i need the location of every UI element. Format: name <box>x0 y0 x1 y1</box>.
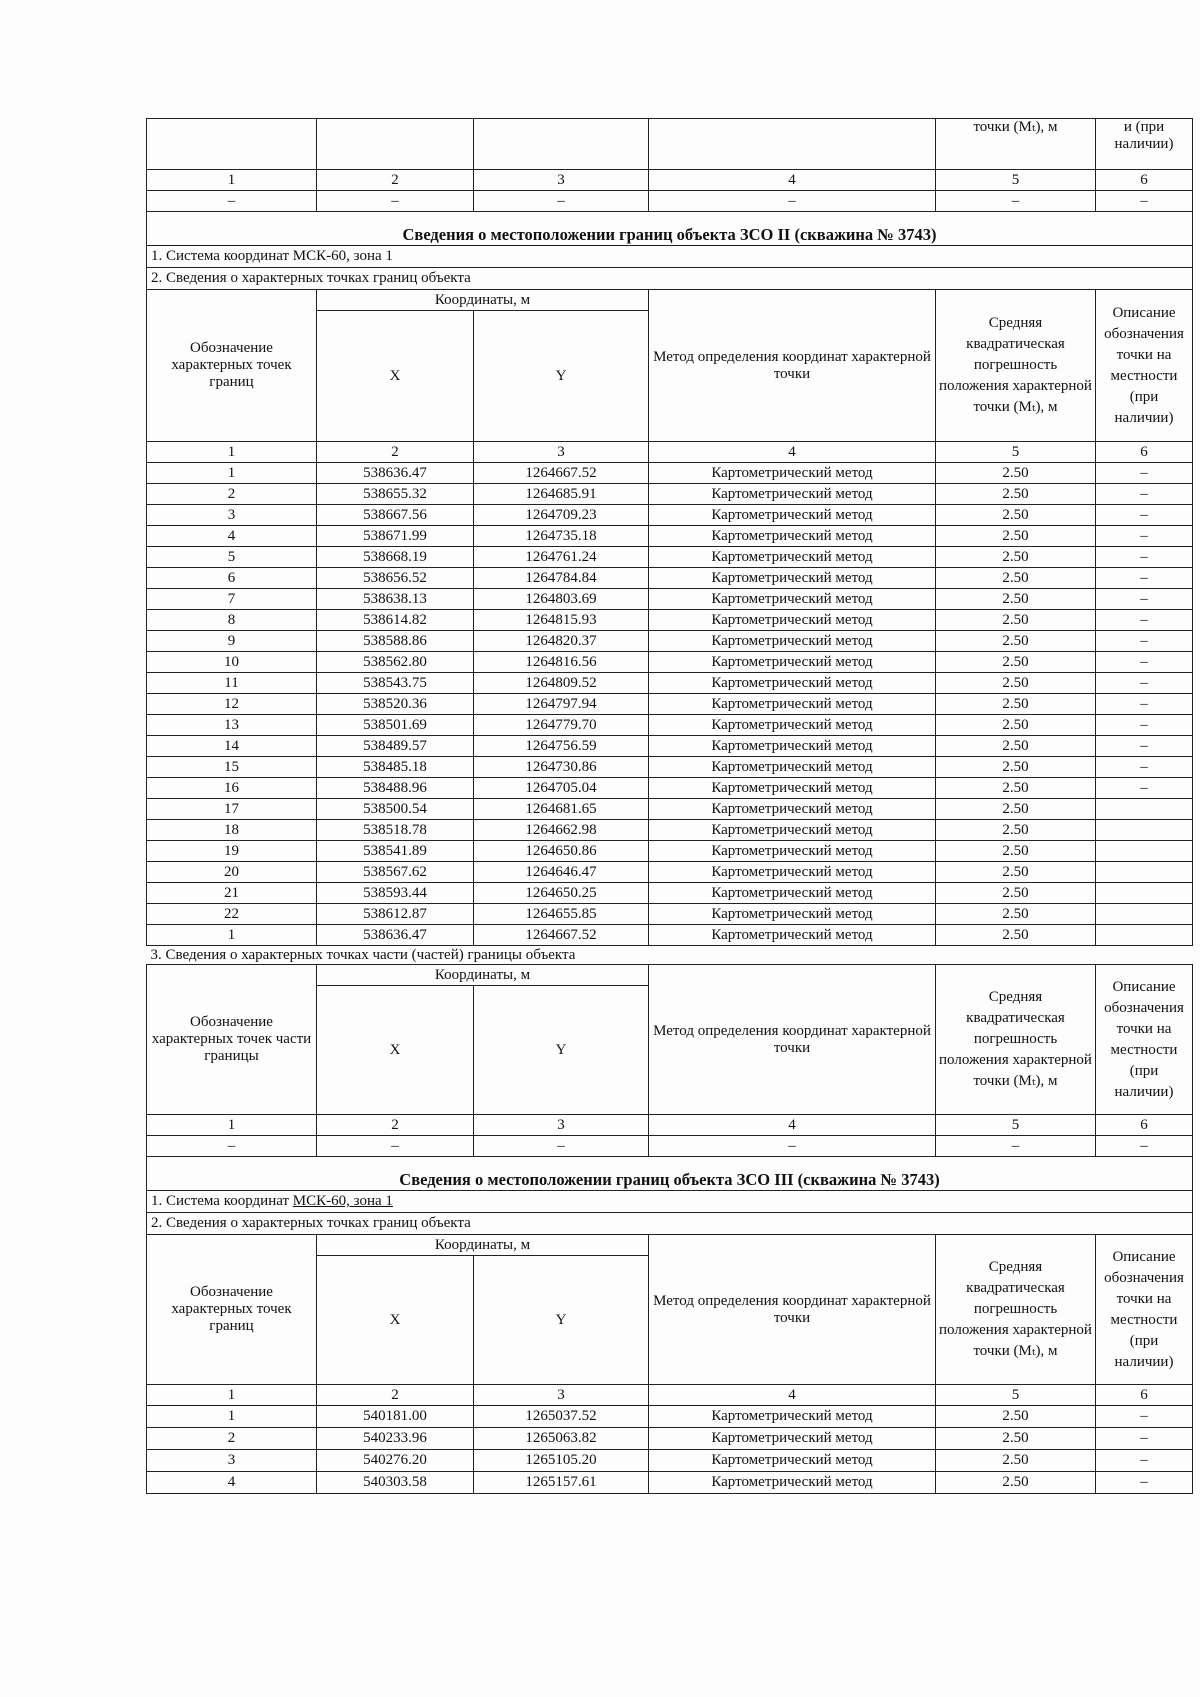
description-cell: – <box>1096 736 1193 757</box>
method-cell: Картометрический метод <box>649 841 936 862</box>
y-cell: 1264784.84 <box>474 568 649 589</box>
zso2-point-rows <box>147 463 1193 946</box>
y-cell: 1265105.20 <box>474 1450 649 1472</box>
column-number-row: 1 2 3 4 5 6 <box>147 442 1193 463</box>
x-cell: 538667.56 <box>317 505 474 526</box>
method-cell: Картометрический метод <box>649 1428 936 1450</box>
y-cell: 1264705.04 <box>474 778 649 799</box>
method-cell: Картометрический метод <box>649 526 936 547</box>
error-cell: 2.50 <box>936 1428 1096 1450</box>
y-cell: 1264650.86 <box>474 841 649 862</box>
table-row <box>147 715 1193 736</box>
point-number-cell: 3 <box>147 505 317 526</box>
description-cell: – <box>1096 694 1193 715</box>
description-cell: – <box>1096 673 1193 694</box>
points-caption: 2. Сведения о характерных точках границ объекта <box>147 268 1193 290</box>
error-cell: 2.50 <box>936 568 1096 589</box>
error-cell: 2.50 <box>936 778 1096 799</box>
parts-header-x: X <box>317 986 474 1115</box>
point-number-cell: 6 <box>147 568 317 589</box>
section-title-row <box>147 212 1193 246</box>
table-row <box>147 1450 1193 1472</box>
x-cell: 538562.80 <box>317 652 474 673</box>
table-row <box>147 862 1193 883</box>
column-number-row: 1 2 3 4 5 6 <box>147 170 1193 191</box>
point-number-cell: 20 <box>147 862 317 883</box>
error-cell: 2.50 <box>936 799 1096 820</box>
table-row <box>147 463 1193 484</box>
description-cell: – <box>1096 652 1193 673</box>
y-cell: 1264685.91 <box>474 484 649 505</box>
error-cell: 2.50 <box>936 610 1096 631</box>
method-cell: Картометрический метод <box>649 757 936 778</box>
point-number-cell: 2 <box>147 1428 317 1450</box>
y-cell: 1264803.69 <box>474 589 649 610</box>
description-cell: – <box>1096 547 1193 568</box>
method-cell: Картометрический метод <box>649 673 936 694</box>
error-cell: 2.50 <box>936 463 1096 484</box>
table-row <box>147 736 1193 757</box>
parts-header-method: Метод определения координат характерной точки <box>649 965 936 1115</box>
method-cell: Картометрический метод <box>649 715 936 736</box>
table-row <box>147 841 1193 862</box>
error-cell: 2.50 <box>936 925 1096 946</box>
x-cell: 538614.82 <box>317 610 474 631</box>
error-cell: 2.50 <box>936 652 1096 673</box>
description-cell: – <box>1096 610 1193 631</box>
table-row <box>147 1472 1193 1494</box>
description-cell: – <box>1096 526 1193 547</box>
header-description: Описание обозначения точки на местности (при наличии) <box>1096 1235 1193 1385</box>
y-cell: 1264735.18 <box>474 526 649 547</box>
point-number-cell: 11 <box>147 673 317 694</box>
header-coordinates: Координаты, м <box>317 1235 649 1256</box>
x-cell: 538656.52 <box>317 568 474 589</box>
description-cell: – <box>1096 589 1193 610</box>
point-number-cell: 22 <box>147 904 317 925</box>
method-cell: Картометрический метод <box>649 1450 936 1472</box>
table-row <box>147 568 1193 589</box>
header-method: Метод определения координат характерной точки <box>649 290 936 442</box>
description-cell: – <box>1096 568 1193 589</box>
error-cell: 2.50 <box>936 820 1096 841</box>
coordinates-sheet <box>146 118 1192 1494</box>
method-cell: Картометрический метод <box>649 1406 936 1428</box>
x-cell: 538612.87 <box>317 904 474 925</box>
header-error: Средняя квадратическая погрешность положения характерной точки (Mₜ), м <box>936 290 1096 442</box>
description-cell <box>1096 841 1193 862</box>
description-cell: – <box>1096 631 1193 652</box>
section-title-zso2: Сведения о местоположении границ объекта ЗСО II (скважина № 3743) <box>147 212 1193 246</box>
coordinate-system-line: 1. Система координат МСК-60, зона 1 <box>147 1191 1193 1213</box>
y-cell: 1264650.25 <box>474 883 649 904</box>
x-cell: 538588.86 <box>317 631 474 652</box>
point-number-cell: 17 <box>147 799 317 820</box>
point-number-cell: 16 <box>147 778 317 799</box>
error-cell: 2.50 <box>936 484 1096 505</box>
x-cell: 538655.32 <box>317 484 474 505</box>
error-cell: 2.50 <box>936 673 1096 694</box>
error-cell: 2.50 <box>936 505 1096 526</box>
point-number-cell: 7 <box>147 589 317 610</box>
header-designation: Обозначение характерных точек границ <box>147 290 317 442</box>
table-row <box>147 1428 1193 1450</box>
error-cell: 2.50 <box>936 883 1096 904</box>
error-cell: 2.50 <box>936 1450 1096 1472</box>
method-cell: Картометрический метод <box>649 505 936 526</box>
description-cell: – <box>1096 1450 1193 1472</box>
method-cell: Картометрический метод <box>649 820 936 841</box>
description-cell <box>1096 862 1193 883</box>
table-row <box>147 778 1193 799</box>
method-cell: Картометрический метод <box>649 568 936 589</box>
description-cell: – <box>1096 1406 1193 1428</box>
point-number-cell: 3 <box>147 1450 317 1472</box>
table-row <box>147 883 1193 904</box>
description-cell: – <box>1096 778 1193 799</box>
section-title-zso3: Сведения о местоположении границ объекта ЗСО III (скважина № 3743) <box>147 1157 1193 1191</box>
y-cell: 1264730.86 <box>474 757 649 778</box>
description-cell: – <box>1096 505 1193 526</box>
point-number-cell: 1 <box>147 925 317 946</box>
x-cell: 538541.89 <box>317 841 474 862</box>
point-number-cell: 14 <box>147 736 317 757</box>
point-number-cell: 2 <box>147 484 317 505</box>
error-cell: 2.50 <box>936 631 1096 652</box>
method-cell: Картометрический метод <box>649 652 936 673</box>
y-cell: 1264761.24 <box>474 547 649 568</box>
parts-header-y: Y <box>474 986 649 1115</box>
description-cell <box>1096 820 1193 841</box>
method-cell: Картометрический метод <box>649 925 936 946</box>
parts-header-error: Средняя квадратическая погрешность положения характерной точки (Mₜ), м <box>936 965 1096 1115</box>
parts-caption: 3. Сведения о характерных точках части (частей) границы объекта <box>147 946 1193 965</box>
x-cell: 538518.78 <box>317 820 474 841</box>
method-cell: Картометрический метод <box>649 799 936 820</box>
description-cell: – <box>1096 757 1193 778</box>
points-caption: 2. Сведения о характерных точках границ объекта <box>147 1213 1193 1235</box>
description-cell <box>1096 883 1193 904</box>
boundary-table <box>146 118 1193 1494</box>
x-cell: 538488.96 <box>317 778 474 799</box>
header-description: Описание обозначения точки на местности (при наличии) <box>1096 290 1193 442</box>
point-number-cell: 19 <box>147 841 317 862</box>
point-number-cell: 13 <box>147 715 317 736</box>
error-cell: 2.50 <box>936 862 1096 883</box>
error-cell: 2.50 <box>936 694 1096 715</box>
error-cell: 2.50 <box>936 547 1096 568</box>
description-cell: – <box>1096 715 1193 736</box>
table-row <box>147 820 1193 841</box>
error-cell: 2.50 <box>936 1472 1096 1494</box>
table-row <box>147 673 1193 694</box>
header-method: Метод определения координат характерной точки <box>649 1235 936 1385</box>
method-cell: Картометрический метод <box>649 484 936 505</box>
y-cell: 1265063.82 <box>474 1428 649 1450</box>
table-row <box>147 652 1193 673</box>
y-cell: 1264655.85 <box>474 904 649 925</box>
section-title-row <box>147 1157 1193 1191</box>
y-cell: 1264797.94 <box>474 694 649 715</box>
y-cell: 1264815.93 <box>474 610 649 631</box>
error-cell: 2.50 <box>936 736 1096 757</box>
x-cell: 538636.47 <box>317 925 474 946</box>
y-cell: 1264756.59 <box>474 736 649 757</box>
y-cell: 1264816.56 <box>474 652 649 673</box>
method-cell: Картометрический метод <box>649 736 936 757</box>
x-cell: 538567.62 <box>317 862 474 883</box>
x-cell: 540276.20 <box>317 1450 474 1472</box>
point-number-cell: 12 <box>147 694 317 715</box>
table-row <box>147 610 1193 631</box>
header-x: X <box>317 311 474 442</box>
y-cell: 1264667.52 <box>474 925 649 946</box>
method-cell: Картометрический метод <box>649 1472 936 1494</box>
header-designation: Обозначение характерных точек границ <box>147 1235 317 1385</box>
error-cell: 2.50 <box>936 841 1096 862</box>
point-number-cell: 1 <box>147 463 317 484</box>
column-number-row: 1 2 3 4 5 6 <box>147 1385 1193 1406</box>
description-cell: – <box>1096 463 1193 484</box>
method-cell: Картометрический метод <box>649 463 936 484</box>
method-cell: Картометрический метод <box>649 589 936 610</box>
y-cell: 1264667.52 <box>474 463 649 484</box>
parts-header-designation: Обозначение характерных точек части границы <box>147 965 317 1115</box>
header-error: Средняя квадратическая погрешность положения характерной точки (Mₜ), м <box>936 1235 1096 1385</box>
description-cell: – <box>1096 484 1193 505</box>
y-cell: 1264662.98 <box>474 820 649 841</box>
description-cell: – <box>1096 1428 1193 1450</box>
y-cell: 1265037.52 <box>474 1406 649 1428</box>
header-x: X <box>317 1256 474 1385</box>
continued-header-row <box>147 119 1193 170</box>
table-row <box>147 757 1193 778</box>
point-number-cell: 18 <box>147 820 317 841</box>
point-number-cell: 8 <box>147 610 317 631</box>
method-cell: Картометрический метод <box>649 694 936 715</box>
description-cell: – <box>1096 1472 1193 1494</box>
x-cell: 538543.75 <box>317 673 474 694</box>
method-cell: Картометрический метод <box>649 904 936 925</box>
point-number-cell: 9 <box>147 631 317 652</box>
coordinate-system-line: 1. Система координат МСК-60, зона 1 <box>147 246 1193 268</box>
method-cell: Картометрический метод <box>649 862 936 883</box>
table-row <box>147 526 1193 547</box>
table-row <box>147 589 1193 610</box>
method-cell: Картометрический метод <box>649 547 936 568</box>
table-row <box>147 631 1193 652</box>
table-row <box>147 547 1193 568</box>
x-cell: 538636.47 <box>317 463 474 484</box>
error-cell: 2.50 <box>936 715 1096 736</box>
x-cell: 538500.54 <box>317 799 474 820</box>
table-row <box>147 904 1193 925</box>
table-row <box>147 694 1193 715</box>
error-cell: 2.50 <box>936 1406 1096 1428</box>
zso3-point-rows <box>147 1406 1193 1494</box>
header-description-tail: и (при наличии) <box>1096 119 1193 170</box>
x-cell: 538668.19 <box>317 547 474 568</box>
table-row <box>147 925 1193 946</box>
point-number-cell: 4 <box>147 526 317 547</box>
point-number-cell: 15 <box>147 757 317 778</box>
x-cell: 538485.18 <box>317 757 474 778</box>
table-row <box>147 1406 1193 1428</box>
error-cell: 2.50 <box>936 526 1096 547</box>
table-header-row <box>147 1235 1193 1256</box>
x-cell: 538520.36 <box>317 694 474 715</box>
parts-dash-row: – – – – – – <box>147 1136 1193 1157</box>
parts-header-description: Описание обозначения точки на местности (при наличии) <box>1096 965 1193 1115</box>
x-cell: 538671.99 <box>317 526 474 547</box>
x-cell: 538489.57 <box>317 736 474 757</box>
point-number-cell: 4 <box>147 1472 317 1494</box>
table-row <box>147 799 1193 820</box>
parts-column-number-row: 1 2 3 4 5 6 <box>147 1115 1193 1136</box>
table-row <box>147 484 1193 505</box>
description-cell <box>1096 904 1193 925</box>
table-row <box>147 505 1193 526</box>
x-cell: 538638.13 <box>317 589 474 610</box>
method-cell: Картометрический метод <box>649 883 936 904</box>
point-number-cell: 10 <box>147 652 317 673</box>
description-cell <box>1096 799 1193 820</box>
parts-header-row <box>147 965 1193 986</box>
error-cell: 2.50 <box>936 757 1096 778</box>
coordinate-system-name: МСК-60, зона 1 <box>292 1193 393 1209</box>
y-cell: 1264646.47 <box>474 862 649 883</box>
error-cell: 2.50 <box>936 904 1096 925</box>
empty-dash-row: – – – – – – <box>147 191 1193 212</box>
header-y: Y <box>474 1256 649 1385</box>
point-number-cell: 5 <box>147 547 317 568</box>
header-error-tail: точки (Mₜ), м <box>936 119 1096 170</box>
description-cell <box>1096 925 1193 946</box>
error-cell: 2.50 <box>936 589 1096 610</box>
x-cell: 540181.00 <box>317 1406 474 1428</box>
x-cell: 540233.96 <box>317 1428 474 1450</box>
y-cell: 1265157.61 <box>474 1472 649 1494</box>
y-cell: 1264809.52 <box>474 673 649 694</box>
table-header-row <box>147 290 1193 311</box>
point-number-cell: 1 <box>147 1406 317 1428</box>
x-cell: 540303.58 <box>317 1472 474 1494</box>
y-cell: 1264681.65 <box>474 799 649 820</box>
x-cell: 538593.44 <box>317 883 474 904</box>
parts-header-coordinates: Координаты, м <box>317 965 649 986</box>
y-cell: 1264709.23 <box>474 505 649 526</box>
method-cell: Картометрический метод <box>649 631 936 652</box>
y-cell: 1264779.70 <box>474 715 649 736</box>
method-cell: Картометрический метод <box>649 610 936 631</box>
y-cell: 1264820.37 <box>474 631 649 652</box>
header-coordinates: Координаты, м <box>317 290 649 311</box>
x-cell: 538501.69 <box>317 715 474 736</box>
header-y: Y <box>474 311 649 442</box>
method-cell: Картометрический метод <box>649 778 936 799</box>
point-number-cell: 21 <box>147 883 317 904</box>
